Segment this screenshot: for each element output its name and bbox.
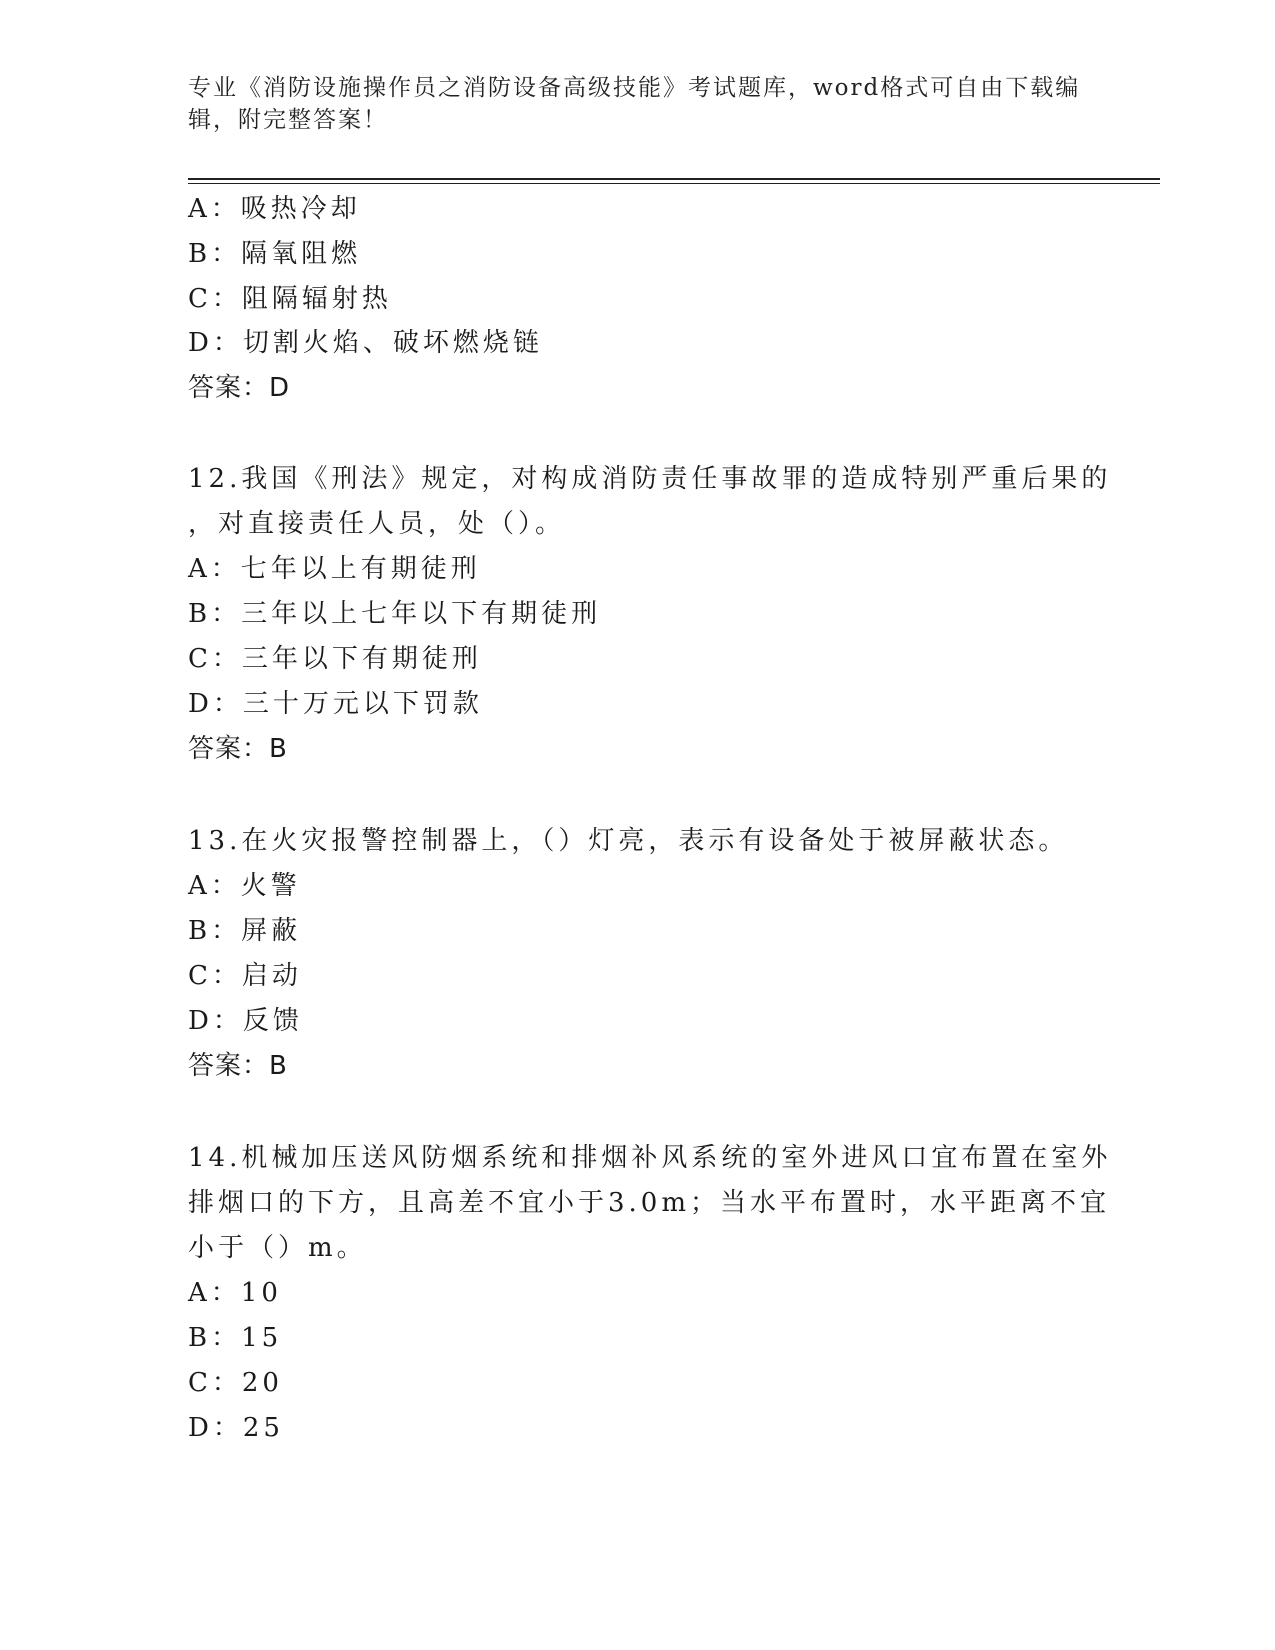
q13-option-d: D：反馈 <box>188 1006 303 1036</box>
header-line-2: 辑，附完整答案！ <box>188 107 388 133</box>
q14-option-d: D：25 <box>188 1413 284 1443</box>
q13-option-a: A：火警 <box>188 871 301 901</box>
document-header <box>188 72 1088 136</box>
q14-option-c: C：20 <box>188 1368 283 1398</box>
q14-stem-line-3: 小于（）m。 <box>188 1233 367 1263</box>
q13-stem-line-1: 13.在火灾报警控制器上，（）灯亮，表示有设备处于被屏蔽状态。 <box>188 826 1069 856</box>
header-divider-thick <box>188 178 1160 180</box>
header-line-1: 专业《消防设施操作员之消防设备高级技能》考试题库，word格式可自由下载编 <box>188 75 1081 101</box>
q14-stem-line-2: 排烟口的下方，且高差不宜小于3.0m；当水平布置时，水平距离不宜 <box>188 1188 1111 1218</box>
q13-answer: 答案：B <box>188 1051 288 1081</box>
q11-option-a: A：吸热冷却 <box>188 194 361 224</box>
q12-option-c: C：三年以下有期徒刑 <box>188 644 482 674</box>
q14-option-a: A：10 <box>188 1278 282 1308</box>
q11-option-b: B：隔氧阻燃 <box>188 239 362 269</box>
q12-option-d: D：三十万元以下罚款 <box>188 689 483 719</box>
q12-answer: 答案：B <box>188 734 288 764</box>
q13-option-c: C：启动 <box>188 961 302 991</box>
q12-stem-line-2: ，对直接责任人员，处（）。 <box>188 509 566 539</box>
q14-stem-line-1: 14.机械加压送风防烟系统和排烟补风系统的室外进风口宜布置在室外 <box>188 1143 1112 1173</box>
q12-option-a: A：七年以上有期徒刑 <box>188 554 481 584</box>
q12-option-b: B：三年以上七年以下有期徒刑 <box>188 599 602 629</box>
q11-option-c: C：阻隔辐射热 <box>188 284 392 314</box>
q12-stem-line-1: 12.我国《刑法》规定，对构成消防责任事故罪的造成特别严重后果的 <box>188 464 1112 494</box>
header-divider-thin <box>188 183 1160 184</box>
q11-answer: 答案：D <box>188 373 291 403</box>
q11-option-d: D：切割火焰、破坏燃烧链 <box>188 328 543 358</box>
q14-option-b: B：15 <box>188 1323 283 1353</box>
q13-option-b: B：屏蔽 <box>188 916 302 946</box>
